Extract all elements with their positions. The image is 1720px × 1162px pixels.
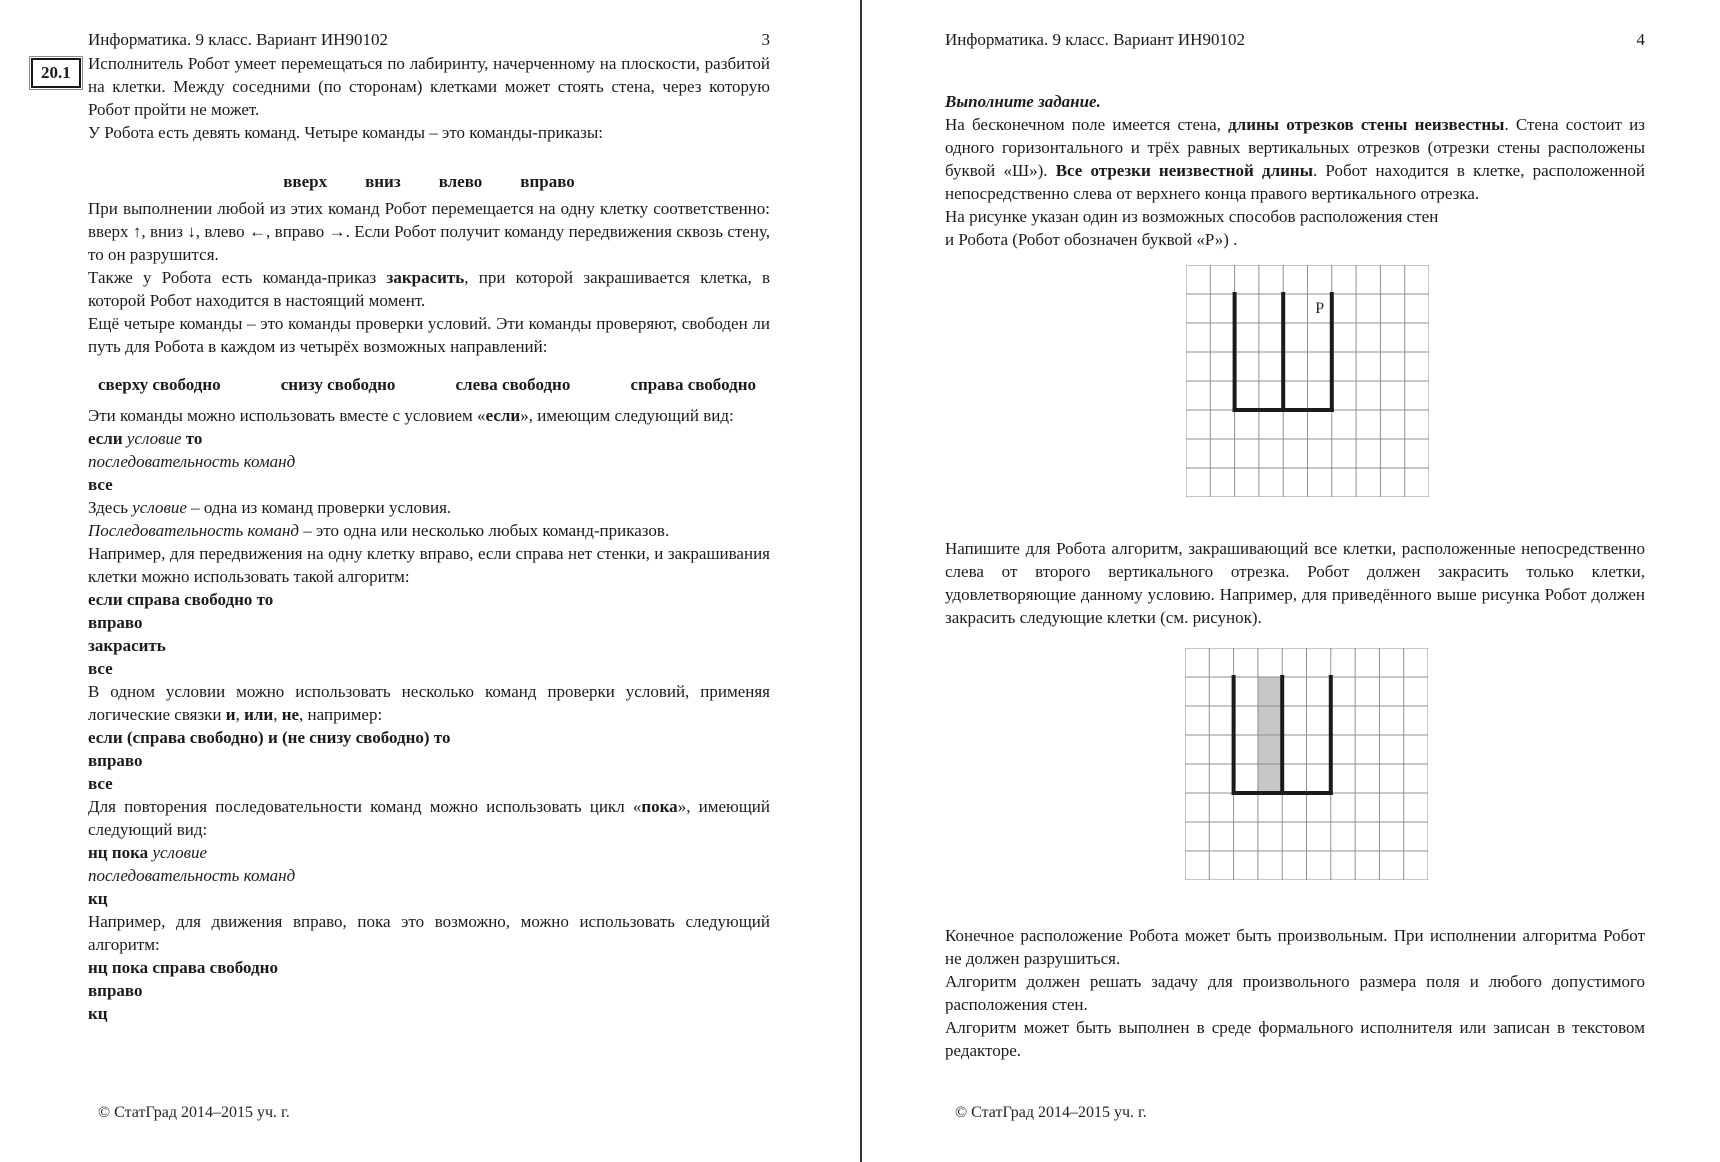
page-4-header <box>945 30 1645 50</box>
code-line-if-template: если условие то <box>88 429 203 448</box>
command-up: вверх <box>283 172 328 191</box>
code-line: закрасить <box>88 636 166 655</box>
document-title: Информатика. 9 класс. Вариант ИН90102 <box>88 30 388 49</box>
paragraph-figure-intro-line2: и Робота (Робот обозначен буквой «Р») . <box>945 230 1238 249</box>
paragraph-write-algorithm: Напишите для Робота алгоритм, закрашивающий все клетки, расположенные непосредственно слева от второго вертикального отрезка. Робот должен закрасить только клетки, удовлетворяющие данному условию. Например, для приведённого выше рисунка Робот должен закрасить следующие клетки (см. рисунок). <box>945 539 1645 627</box>
paragraph-robot-intro: Исполнитель Робот умеет перемещаться по лабиринту, начерченному на плоскости, разбитой на клетки. Между соседними (по сторонам) клетками может стоять стена, через которую Робот пройти не может. <box>88 54 770 119</box>
robot-move-commands <box>88 170 770 193</box>
paragraph-condition-note: Здесь условие – одна из команд проверки условия. <box>88 498 452 517</box>
code-line: вправо <box>88 981 143 1000</box>
code-line-end: все <box>88 475 113 494</box>
paragraph-logic-connectives: В одном условии можно использовать несколько команд проверки условий, применяя логические связки и, или, не, например: <box>88 682 770 724</box>
page-4-content <box>945 90 1645 1062</box>
check-below: снизу свободно <box>280 375 396 394</box>
paragraph-any-field-size: Алгоритм должен решать задачу для произвольного размера поля и любого допустимого расположения стен. <box>945 972 1645 1014</box>
shaded-cells-figure <box>1185 648 1645 880</box>
svg-text:Р: Р <box>1315 300 1325 317</box>
code-line: если справа свободно то <box>88 590 274 609</box>
code-line: все <box>88 774 113 793</box>
paragraph-paint-command: Также у Робота есть команда-приказ закрасить, при которой закрашивается клетка, в которой Робот находится в настоящий момент. <box>88 268 770 310</box>
paragraph-sequence-note: Последовательность команд – это одна или несколько любых команд-приказов. <box>88 521 670 540</box>
robot-check-commands <box>88 373 770 396</box>
paragraph-final-position: Конечное расположение Робота может быть произвольным. При исполнении алгоритма Робот не должен разрушиться. <box>945 926 1645 968</box>
code-line: кц <box>88 1004 108 1023</box>
page-number: 3 <box>761 30 770 49</box>
copyright-footer: © СтатГрад 2014–2015 уч. г. <box>955 1104 1147 1121</box>
code-line-sequence: последовательность команд <box>88 866 296 885</box>
page-4 <box>862 0 1720 1162</box>
paragraph-if-intro: Эти команды можно использовать вместе с условием «если», имеющим следующий вид: <box>88 406 734 425</box>
command-right: вправо <box>520 172 575 191</box>
paragraph-figure-intro-line1: На рисунке указан один из возможных способов расположения стен <box>945 207 1439 226</box>
check-right: справа свободно <box>630 375 756 394</box>
check-above: сверху свободно <box>98 375 221 394</box>
code-line: все <box>88 659 113 678</box>
command-left: влево <box>438 172 483 191</box>
paragraph-example1-intro: Например, для передвижения на одну клетку вправо, если справа нет стенки, и закрашивания клетки можно использовать такой алгоритм: <box>88 544 770 586</box>
paragraph-while-intro: Для повторения последовательности команд можно использовать цикл «пока», имеющий следующий вид: <box>88 797 770 839</box>
code-line: нц пока справа свободно <box>88 958 278 977</box>
copyright-footer: © СтатГрад 2014–2015 уч. г. <box>98 1104 290 1121</box>
task-number-box <box>31 58 81 88</box>
task-instruction-heading: Выполните задание. <box>945 92 1101 111</box>
task-number: 20.1 <box>41 63 71 82</box>
paragraph-editor-note: Алгоритм может быть выполнен в среде формального исполнителя или записан в текстовом редакторе. <box>945 1018 1645 1060</box>
paragraph-nine-commands: У Робота есть девять команд. Четыре команды – это команды-приказы: <box>88 123 603 142</box>
code-line: вправо <box>88 613 143 632</box>
paragraph-movement: При выполнении любой из этих команд Робот перемещается на одну клетку соответственно: вверх ↑, вниз ↓, влево ←, вправо →. Если Робот получит команду передвижения сквозь стену, то он разрушится. <box>88 199 770 264</box>
check-left: слева свободно <box>455 375 571 394</box>
document-title: Информатика. 9 класс. Вариант ИН90102 <box>945 30 1245 49</box>
wall-layout-figure <box>1186 265 1645 497</box>
code-line: если (справа свободно) и (не снизу свободно) то <box>88 728 451 747</box>
paragraph-check-commands: Ещё четыре команды – это команды проверки условий. Эти команды проверяют, свободен ли путь для Робота в каждом из четырёх возможных направлений: <box>88 314 770 356</box>
code-line-end-loop: кц <box>88 889 108 908</box>
command-down: вниз <box>365 172 401 191</box>
code-line-sequence: последовательность команд <box>88 452 296 471</box>
page-number: 4 <box>1636 30 1645 49</box>
page-3-content <box>88 52 770 1025</box>
paragraph-task-description: На бесконечном поле имеется стена, длины отрезков стены неизвестны. Стена состоит из одного горизонтального и трёх равных вертикальных отрезков (отрезки стены расположены буквой «Ш»). Все отрезки неизвестной длины. Робот находится в клетке, расположенной непосредственно слева от верхнего конца правого вертикального отрезка. <box>945 115 1645 203</box>
paragraph-example2-intro: Например, для движения вправо, пока это возможно, можно использовать следующий алгоритм: <box>88 912 770 954</box>
code-line-while-template: нц пока условие <box>88 843 208 862</box>
page-3-header <box>88 30 770 50</box>
code-line: вправо <box>88 751 143 770</box>
